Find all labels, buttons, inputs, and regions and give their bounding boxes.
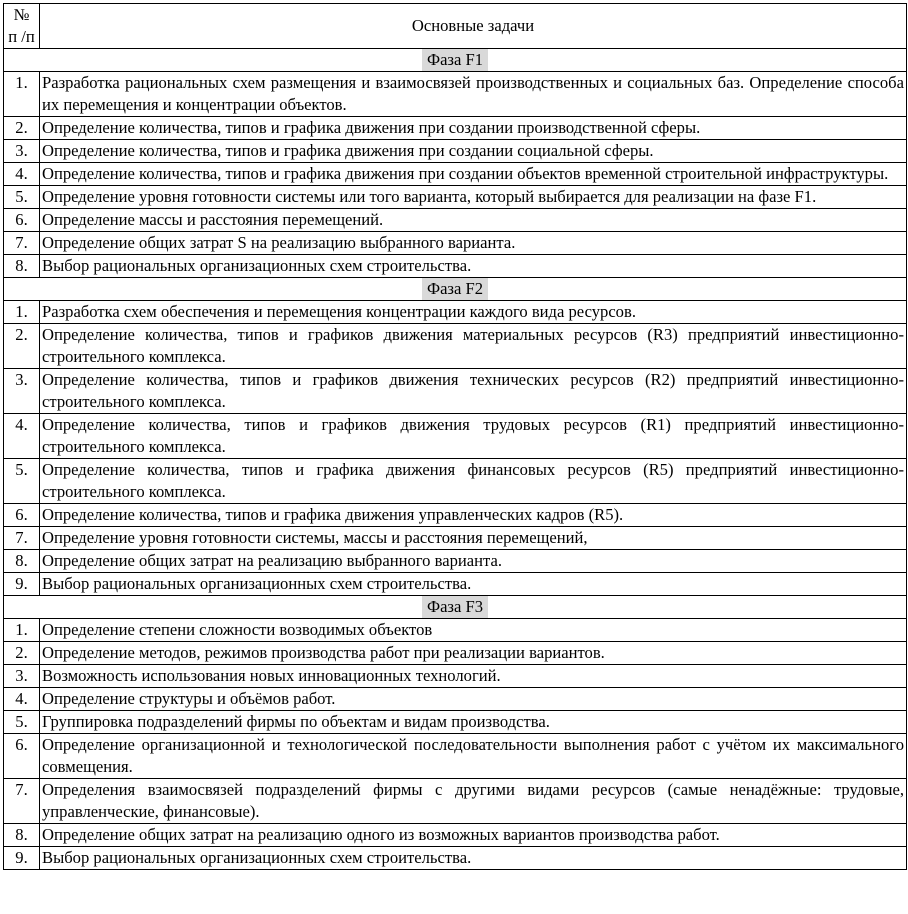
table-row [4,140,907,163]
task-number: 3. [4,369,40,414]
phase-row [4,49,907,72]
task-text: Определение количества, типов и графика движения управленческих кадров (R5). [40,504,907,527]
table-row [4,163,907,186]
task-text: Возможность использования новых инновационных технологий. [40,665,907,688]
phase-cell [4,278,907,301]
task-text: Определение степени сложности возводимых объектов [40,619,907,642]
table-row [4,117,907,140]
task-text: Определение уровня готовности системы, массы и расстояния перемещений, [40,527,907,550]
table-row [4,301,907,324]
table-row [4,527,907,550]
task-number: 8. [4,550,40,573]
table-body [4,49,907,870]
table-row [4,642,907,665]
task-text: Выбор рациональных организационных схем строительства. [40,847,907,870]
task-number: 2. [4,642,40,665]
table-row [4,824,907,847]
phase-label: Фаза F1 [422,49,488,71]
task-number: 4. [4,163,40,186]
task-number: 5. [4,459,40,504]
task-number: 9. [4,573,40,596]
task-number: 1. [4,72,40,117]
task-number: 5. [4,186,40,209]
document [3,3,907,870]
table-row [4,619,907,642]
task-text: Определение количества, типов и графика движения финансовых ресурсов (R5) предприятий инвестиционно-строительного комплекса. [40,459,907,504]
number-column-header [4,4,40,49]
table-row [4,72,907,117]
task-number: 6. [4,734,40,779]
table-row [4,369,907,414]
phase-label: Фаза F3 [422,596,488,618]
phase-row [4,278,907,301]
task-text: Определение количества, типов и графика движения при создании производственной сферы. [40,117,907,140]
table-row [4,573,907,596]
task-text: Определение общих затрат на реализацию одного из возможных вариантов производства работ. [40,824,907,847]
task-text: Определение количества, типов и графиков движения трудовых ресурсов (R1) предприятий инвестиционно-строительного комплекса. [40,414,907,459]
phase-cell [4,596,907,619]
task-text: Определение количества, типов и графиков движения технических ресурсов (R2) предприятий инвестиционно-строительного комплекса. [40,369,907,414]
task-number: 3. [4,665,40,688]
table-row [4,504,907,527]
table-row [4,665,907,688]
task-number: 5. [4,711,40,734]
task-number: 7. [4,527,40,550]
task-text: Определение организационной и технологической последовательности выполнения работ с учётом их максимального совмещения. [40,734,907,779]
task-text: Определение количества, типов и графиков движения материальных ресурсов (R3) предприятий инвестиционно-строительного комплекса. [40,324,907,369]
table-row [4,779,907,824]
task-number: 7. [4,779,40,824]
task-text: Определение структуры и объёмов работ. [40,688,907,711]
task-text: Разработка схем обеспечения и перемещения концентрации каждого вида ресурсов. [40,301,907,324]
tasks-table [3,3,907,870]
table-row [4,734,907,779]
task-number: 8. [4,824,40,847]
task-number: 9. [4,847,40,870]
task-text: Определение количества, типов и графика движения при создании объектов временной строительной инфраструктуры. [40,163,907,186]
task-text: Определение уровня готовности системы или того варианта, который выбирается для реализации на фазе F1. [40,186,907,209]
task-number: 8. [4,255,40,278]
task-text: Определения взаимосвязей подразделений фирмы с другими видами ресурсов (самые ненадёжные: трудовые, управленческие, финансовые). [40,779,907,824]
table-row [4,186,907,209]
header-row [4,4,907,49]
task-number: 1. [4,301,40,324]
tasks-column-header: Основные задачи [40,4,907,49]
number-header-line1: № [13,5,30,24]
task-number: 1. [4,619,40,642]
table-row [4,324,907,369]
task-text: Определение методов, режимов производства работ при реализации вариантов. [40,642,907,665]
task-number: 2. [4,117,40,140]
task-text: Выбор рациональных организационных схем строительства. [40,255,907,278]
table-row [4,847,907,870]
phase-cell [4,49,907,72]
task-number: 7. [4,232,40,255]
number-header-line2: п /п [8,27,35,46]
task-text: Выбор рациональных организационных схем строительства. [40,573,907,596]
task-text: Определение количества, типов и графика движения при создании социальной сферы. [40,140,907,163]
task-number: 4. [4,688,40,711]
table-row [4,255,907,278]
table-row [4,459,907,504]
task-number: 6. [4,209,40,232]
task-text: Разработка рациональных схем размещения и взаимосвязей производственных и социальных баз. Определение способа их перемещения и концентрации объектов. [40,72,907,117]
phase-row [4,596,907,619]
task-number: 3. [4,140,40,163]
task-text: Группировка подразделений фирмы по объектам и видам производства. [40,711,907,734]
table-row [4,209,907,232]
table-row [4,688,907,711]
task-text: Определение массы и расстояния перемещений. [40,209,907,232]
table-row [4,232,907,255]
task-text: Определение общих затрат S на реализацию выбранного варианта. [40,232,907,255]
table-row [4,711,907,734]
phase-label: Фаза F2 [422,278,488,300]
task-text: Определение общих затрат на реализацию выбранного варианта. [40,550,907,573]
task-number: 2. [4,324,40,369]
table-row [4,550,907,573]
table-row [4,414,907,459]
task-number: 6. [4,504,40,527]
task-number: 4. [4,414,40,459]
